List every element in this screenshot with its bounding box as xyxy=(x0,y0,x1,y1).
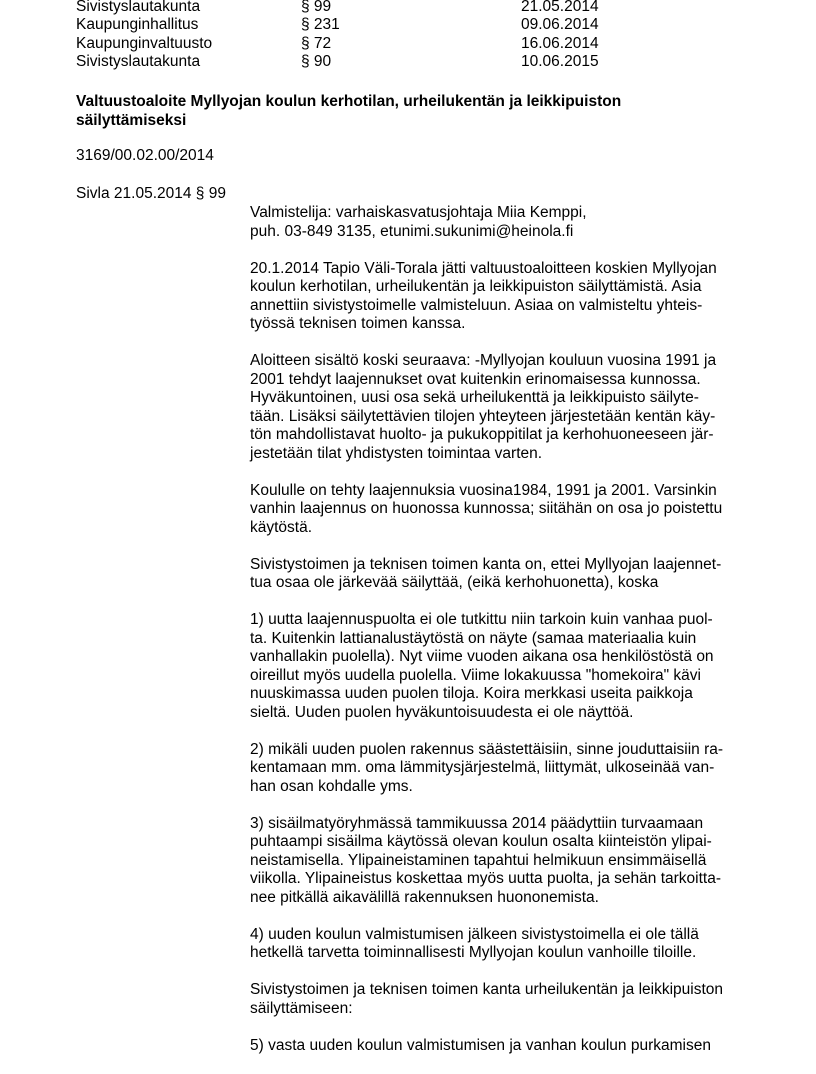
meeting-date: 21.05.2014 xyxy=(521,0,599,15)
numbered-point-4: 4) uuden koulun valmistumisen jälkeen sivistystoimella ei ole tällä hetkellä tarvetta toiminnallisesti Myllyojan koulun vanhoille tiloille. xyxy=(250,925,699,961)
meeting-date: 16.06.2014 xyxy=(521,34,599,52)
body-paragraph: 20.1.2014 Tapio Väli-Torala jätti valtuustoaloitteen koskien Myllyojan koulun kerhotilan, urheilukentän ja leikkipuiston säilyttämistä. Asia annettiin sivistystoimelle valmisteluun. Asiaa on valmisteltu yhteis- työssä teknisen toimen kanssa. xyxy=(250,259,717,332)
decision-body: Sivistyslautakunta xyxy=(76,0,201,15)
decision-body: Sivistyslautakunta xyxy=(76,52,201,70)
numbered-point-5: 5) vasta uuden koulun valmistumisen ja vanhan koulun purkamisen xyxy=(250,1036,711,1054)
section-number: § 231 xyxy=(301,16,340,34)
meeting-date: 10.06.2015 xyxy=(521,52,599,70)
body-paragraph: Sivistystoimen ja teknisen toimen kanta urheilukentän ja leikkipuiston säilyttämiseen: xyxy=(250,981,723,1017)
section-number: § 99 xyxy=(301,0,332,15)
decision-body: Kaupunginhallitus xyxy=(76,16,199,34)
numbered-point-3: 3) sisäilmatyöryhmässä tammikuussa 2014 päädyttiin turvaamaan puhtaampi sisäilma käytössä olevan koulun osalta kiinteistön ylipai- neistamisella. Ylipaineistaminen tapahtui helmikuun ensimmäisellä viikolla. Ylipaineistus koskettaa myös uutta puolta, ja sehän tarkoitta- nee pitkällä aikavälillä rakennuksen huononemista. xyxy=(250,814,721,906)
document-body xyxy=(250,204,750,1074)
section-number: § 72 xyxy=(301,34,332,52)
preparer-info: Valmistelija: varhaiskasvatusjohtaja Miia Kemppi, puh. 03-849 3135, etunimi.sukunimi@heinola.fi xyxy=(250,204,587,240)
section-number: § 90 xyxy=(301,52,332,70)
body-paragraph: Sivistystoimen ja teknisen toimen kanta on, ettei Myllyojan laajennet- tua osaa ole järkevää säilyttää, (eikä kerhohuonetta), koska xyxy=(250,555,722,591)
meeting-date: 09.06.2014 xyxy=(521,16,599,34)
meeting-reference: Sivla 21.05.2014 § 99 xyxy=(76,185,226,202)
diary-number: 3169/00.02.00/2014 xyxy=(76,147,214,164)
numbered-point-2: 2) mikäli uuden puolen rakennus säästettäisiin, sinne jouduttaisiin ra- kentamaan mm. oma lämmitysjärjestelmä, liittymät, ulkoseinää van- han osan kohdalle yms. xyxy=(250,740,724,795)
body-paragraph: Aloitteen sisältö koski seuraava: -Myllyojan kouluun vuosina 1991 ja 2001 tehdyt laajennukset ovat kuitenkin erinomaisessa kunnossa. Hyväkuntoinen, uusi osa sekä urheilukenttä ja leikkipuisto säilyte- tään. Lisäksi säilytettävien tilojen yhteyteen järjestetään kentän käy- tön mahdollistavat huolto- ja pukukoppitilat ja kerhohuoneeseen jär- jestetään tilat yhdistysten toimintaa varten. xyxy=(250,352,717,462)
body-paragraph: Koululle on tehty laajennuksia vuosina1984, 1991 ja 2001. Varsinkin vanhin laajennus on huonossa kunnossa; siitähän on osa jo poistettu käytöstä. xyxy=(250,481,723,536)
decision-body: Kaupunginvaltuusto xyxy=(76,34,213,52)
document-title: Valtuustoaloite Myllyojan koulun kerhotilan, urheilukentän ja leikkipuiston säilyttämiseksi xyxy=(76,93,622,129)
numbered-point-1: 1) uutta laajennuspuolta ei ole tutkittu niin tarkoin kuin vanhaa puol- ta. Kuitenkin lattianalustäytöstä on näyte (samaa materiaalia kuin vanhallakin puolella). Nyt viime vuoden aikana osa henkilöstöstä on oireillut myös uudella puolella. Viime lokakuussa "homekoira" kävi nuuskimassa uuden puolen tiloja. Koira merkkasi useita paikkoja sieltä. Uuden puolen hyväkuntoisuudesta ei ole näyttöä. xyxy=(250,611,714,721)
